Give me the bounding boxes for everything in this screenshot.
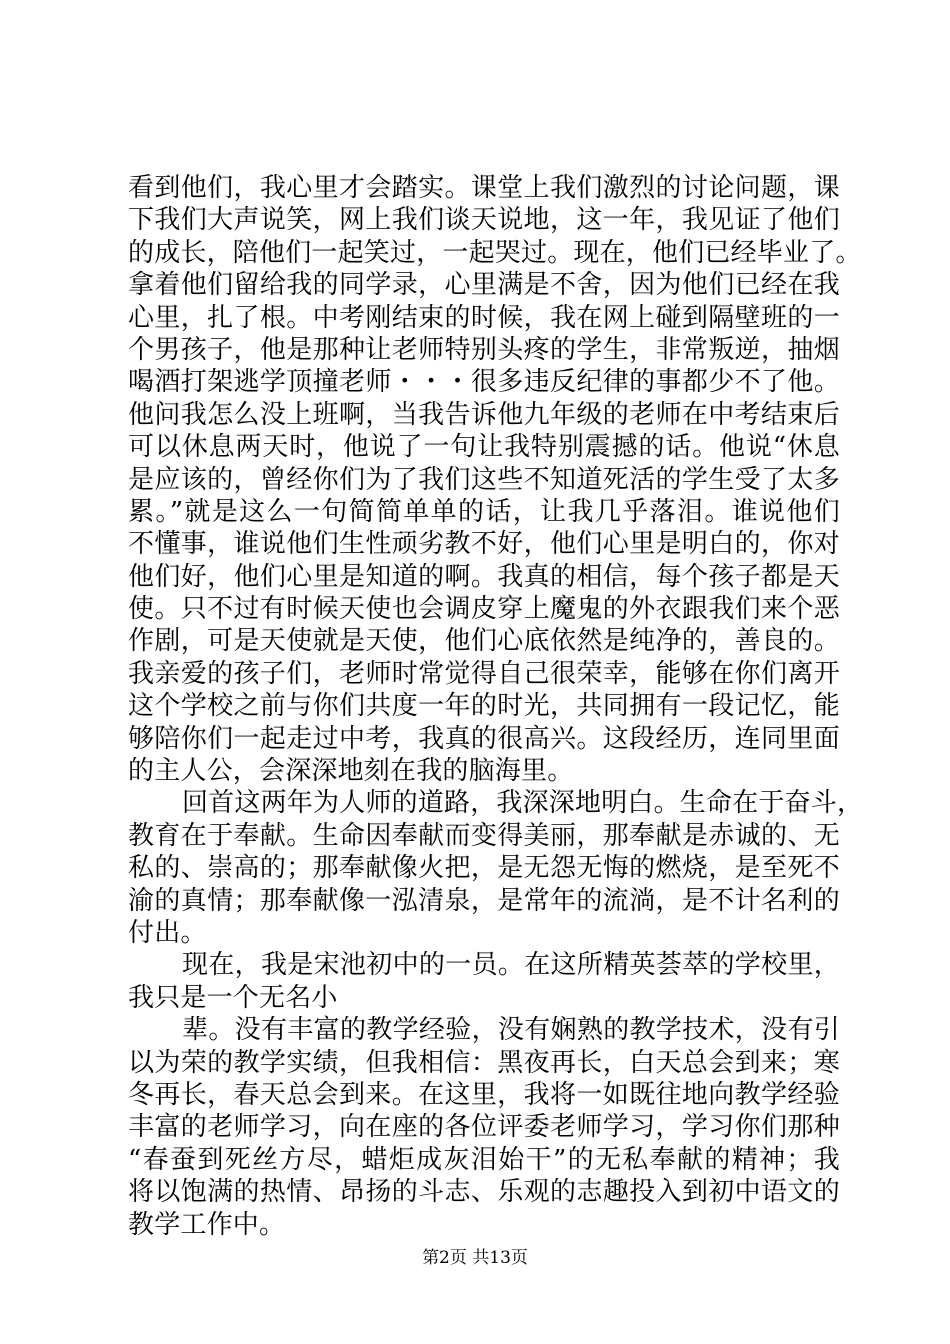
text-line: 付出。: [128, 917, 207, 948]
text-line: 够陪你们一起走过中考，我真的很高兴。这段经历，连同里面: [128, 723, 840, 754]
text-line: 不懂事，谁说他们生性顽劣教不好，他们心里是明白的，你对: [128, 529, 840, 560]
text-line: 我只是一个无名小: [128, 982, 338, 1013]
text-line: 私的、崇高的；那奉献像火把，是无怨无悔的燃烧，是至死不: [128, 853, 840, 884]
text-line: 可以休息两天时，他说了一句让我特别震撼的话。他说“休息: [128, 432, 840, 463]
text-line: 个男孩子，他是那种让老师特别头疼的学生，非常叛逆，抽烟: [128, 334, 840, 365]
text-line: 的成长，陪他们一起笑过，一起哭过。现在，他们已经毕业了。: [128, 237, 862, 268]
text-line: “春蚕到死丝方尽，蜡炬成灰泪始干”的无私奉献的精神；我: [128, 1144, 840, 1175]
text-line: 下我们大声说笑，网上我们谈天说地，这一年，我见证了他们: [128, 205, 840, 236]
text-line: 他问我怎么没上班啊，当我告诉他九年级的老师在中考结束后: [128, 399, 840, 430]
text-line: 这个学校之前与你们共度一年的时光，共同拥有一段记忆，能: [128, 691, 840, 722]
text-line: 他们好，他们心里是知道的啊。我真的相信，每个孩子都是天: [128, 561, 840, 592]
page-number-footer: 第2页 共13页: [422, 1248, 528, 1268]
text-line: 教学工作中。: [128, 1209, 286, 1240]
text-line: 现在，我是宋池初中的一员。在这所精英荟萃的学校里，: [182, 950, 840, 981]
text-line: 累。”就是这么一句简简单单的话，让我几乎落泪。谁说他们: [128, 496, 840, 527]
text-line: 辈。没有丰富的教学经验，没有娴熟的教学技术，没有引: [182, 1015, 840, 1046]
text-line: 拿着他们留给我的同学录，心里满是不舍，因为他们已经在我: [128, 270, 840, 301]
text-line: 我亲爱的孩子们，老师时常觉得自己很荣幸，能够在你们离开: [128, 658, 840, 689]
text-line: 回首这两年为人师的道路，我深深地明白。生命在于奋斗，: [182, 788, 864, 819]
text-line: 作剧，可是天使就是天使，他们心底依然是纯净的，善良的。: [128, 626, 840, 657]
text-line: 使。只不过有时候天使也会调皮穿上魔鬼的外衣跟我们来个恶: [128, 594, 840, 625]
text-line: 渝的真情；那奉献像一泓清泉，是常年的流淌，是不计名利的: [128, 885, 840, 916]
text-line: 丰富的老师学习，向在座的各位评委老师学习，学习你们那种: [128, 1112, 840, 1143]
document-body: [128, 172, 864, 1241]
text-line: 以为荣的教学实绩，但我相信：黑夜再长，白天总会到来；寒: [128, 1047, 840, 1078]
text-line: 的主人公，会深深地刻在我的脑海里。: [128, 756, 574, 787]
text-line: 教育在于奉献。生命因奉献而变得美丽，那奉献是赤诚的、无: [128, 820, 840, 851]
text-line: 看到他们，我心里才会踏实。课堂上我们激烈的讨论问题，课: [128, 173, 840, 203]
text-line: 冬再长，春天总会到来。在这里，我将一如既往地向教学经验: [128, 1079, 840, 1110]
text-line: 喝酒打架逃学顶撞老师・・・很多违反纪律的事都少不了他。: [128, 367, 840, 398]
text-line: 是应该的，曾经你们为了我们这些不知道死活的学生受了太多: [128, 464, 840, 495]
text-line: 将以饱满的热情、昂扬的斗志、乐观的志趣投入到初中语文的: [128, 1177, 840, 1208]
text-line: 心里，扎了根。中考刚结束的时候，我在网上碰到隔壁班的一: [128, 302, 840, 333]
